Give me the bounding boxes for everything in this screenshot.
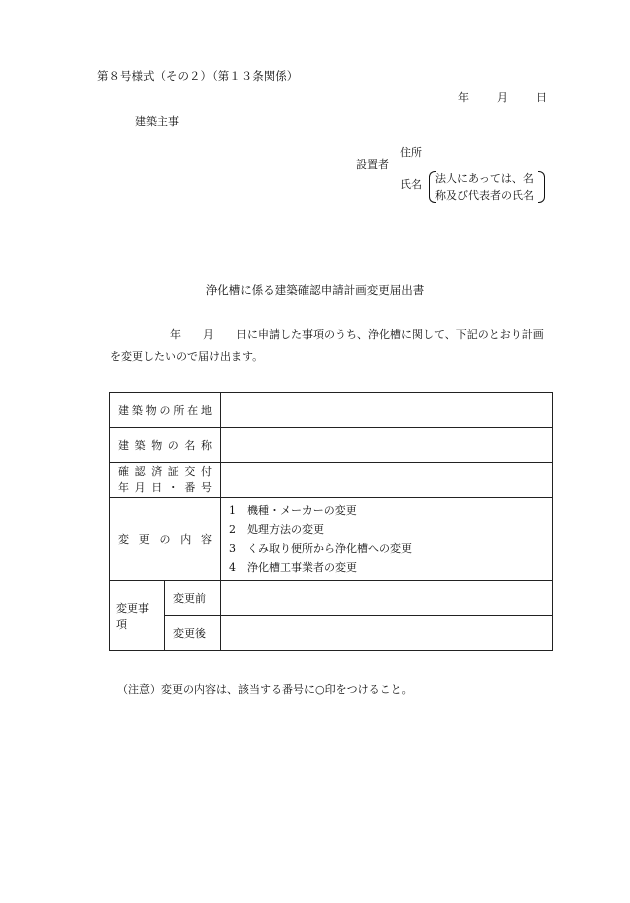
- address-label: 住所: [400, 146, 422, 159]
- table-row: [110, 498, 553, 581]
- body-line-2: を変更したいので届け出ます。: [110, 350, 264, 363]
- form-number: 第８号様式（その２）（第１３条関係）: [97, 69, 299, 83]
- table-row: [110, 463, 553, 498]
- body-month: 月: [203, 328, 214, 341]
- applicant-label: 設置者: [356, 158, 389, 171]
- body-line1-rest: 日に申請した事項のうち、浄化槽に関して、下記のとおり計画: [236, 328, 544, 341]
- before-label: 変更前: [165, 581, 221, 616]
- building-name-value[interactable]: [221, 428, 553, 463]
- change-content-label: 変 更 の 内 容: [110, 498, 221, 581]
- date-month: 月: [497, 91, 508, 104]
- table-row: [110, 616, 553, 651]
- building-name-label: 建 築 物 の 名 称: [110, 428, 221, 463]
- building-location-value[interactable]: [221, 393, 553, 428]
- body-line-1: [170, 326, 544, 342]
- change-items-label: 変更事項: [110, 581, 165, 651]
- before-value[interactable]: [221, 581, 553, 616]
- confirmation-value[interactable]: [221, 463, 553, 498]
- table-row: [110, 428, 553, 463]
- body-year: 年: [170, 328, 181, 341]
- after-label: 変更後: [165, 616, 221, 651]
- option-item[interactable]: 2 処理方法の変更: [229, 523, 324, 536]
- table-row: [110, 581, 553, 616]
- name-note-line2: 称及び代表者の氏名: [435, 189, 534, 202]
- document-title: 浄化槽に係る建築確認申請計画変更届出書: [205, 283, 425, 297]
- option-item[interactable]: 4 浄化槽工事業者の変更: [229, 561, 357, 574]
- change-content-options: [221, 498, 553, 581]
- table-row: [110, 393, 553, 428]
- date-line: [458, 89, 547, 105]
- name-note-line1: 法人にあっては、名: [435, 172, 534, 185]
- note: （注意）変更の内容は、該当する番号に○印をつけること。: [117, 683, 413, 696]
- confirmation-label: 確 認 済 証 交 付 年 月 日 ・ 番 号: [110, 463, 221, 498]
- name-label: 氏名: [400, 178, 422, 191]
- after-value[interactable]: [221, 616, 553, 651]
- name-note: [429, 170, 545, 204]
- building-location-label: 建 築 物 の 所 在 地: [110, 393, 221, 428]
- date-year: 年: [458, 91, 469, 104]
- date-day: 日: [536, 91, 547, 104]
- addressee: 建築主事: [135, 115, 179, 128]
- details-table: [109, 392, 553, 651]
- option-item[interactable]: 1 機種・メーカーの変更: [229, 504, 357, 517]
- option-item[interactable]: 3 くみ取り便所から浄化槽への変更: [229, 542, 412, 555]
